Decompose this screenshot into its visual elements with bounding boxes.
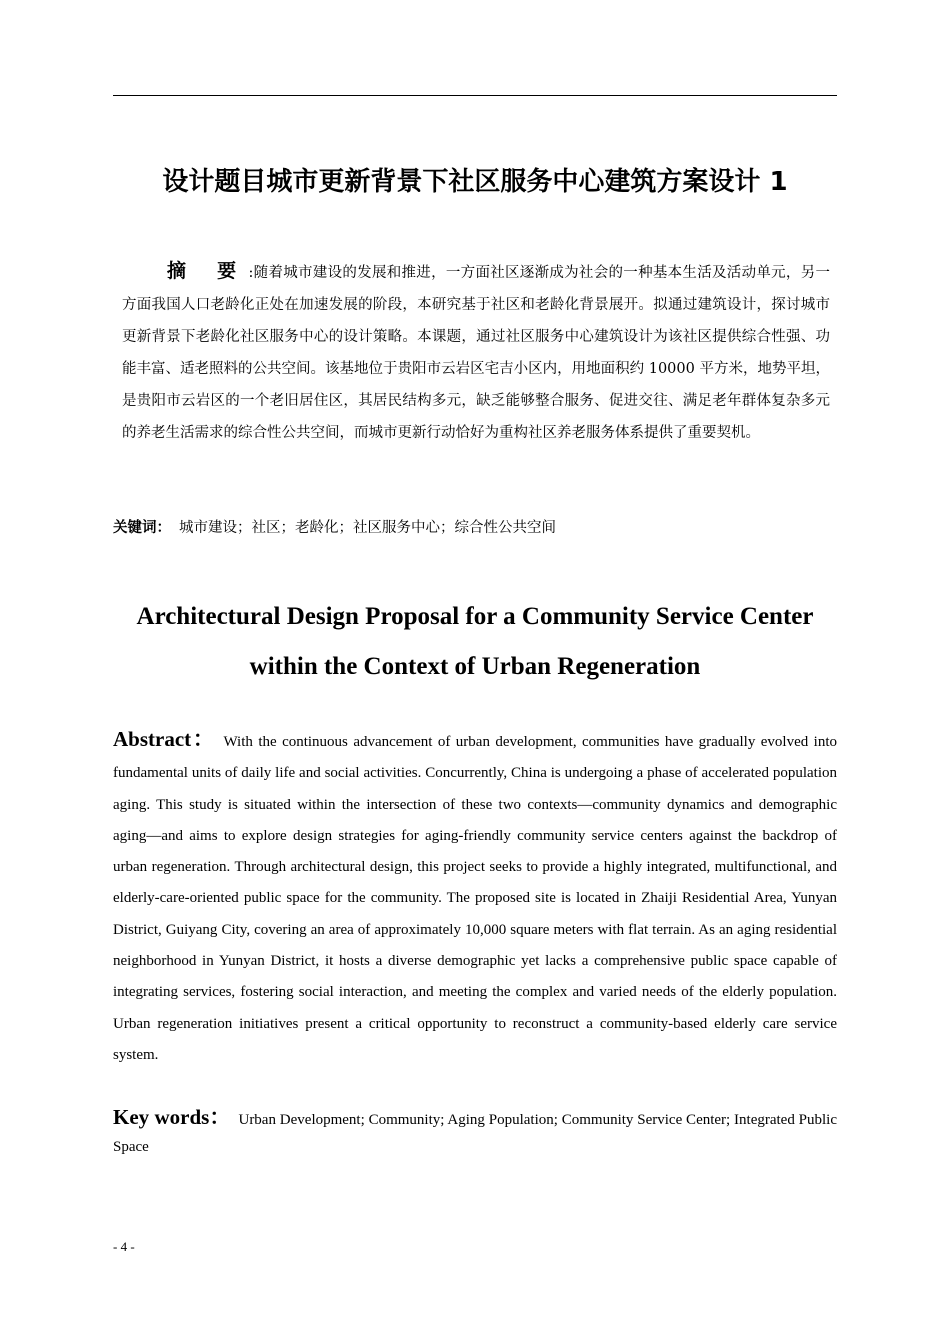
- english-keywords: [113, 1104, 837, 1161]
- english-title-line-2: within the Context of Urban Regeneration: [249, 653, 701, 680]
- chinese-keywords-label: 关键词：: [113, 520, 171, 536]
- chinese-abstract-text: 随着城市建设的发展和推进，一方面社区逐渐成为社会的一种基本生活及活动单元，另一方面我国人口老龄化正处在加速发展的阶段，本研究基于社区和老龄化背景展开。拟通过建筑设计，探讨城市更新背景下老龄化社区服务中心的设计策略。本课题，通过社区服务中心建筑设计为该社区提供综合性强、功能丰富、适老照料的公共空间。该基地位于贵阳市云岩区宅吉小区内，用地面积约 10000 平方米，地势平坦，是贵阳市云岩区的一个老旧居住区，其居民结构多元，缺乏能够整合服务、促进交往、满足老年群体复杂多元的养老生活需求的综合性公共空间，而城市更新行动恰好为重构社区养老服务体系提供了重要契机。: [122, 265, 830, 441]
- page-number: - 4 -: [113, 1239, 135, 1254]
- chinese-abstract-label: 摘 要: [167, 260, 249, 282]
- english-abstract: [113, 724, 837, 1071]
- chinese-abstract: [122, 255, 830, 449]
- english-keywords-text: Urban Development; Community; Aging Population; Community Service Center; Integrated Public Space: [113, 1112, 837, 1155]
- chinese-keywords-text: 城市建设；社区；老龄化；社区服务中心；综合性公共空间: [179, 520, 556, 536]
- english-title: [100, 592, 850, 692]
- english-keywords-label: Key words：: [113, 1105, 231, 1129]
- chinese-keywords: [113, 514, 837, 542]
- chinese-abstract-colon: :: [248, 265, 254, 281]
- english-abstract-text: With the continuous advancement of urban development, communities have gradually evolved into fundamental units of daily life and social activities. Concurrently, China is undergoing a phase of accelerated population aging. This study is situated within the intersection of these two contexts—community dynamics and demographic aging—and aims to explore design strategies for aging-friendly community service centers against the backdrop of urban regeneration. Through architectural design, this project seeks to provide a highly integrated, multifunctional, and elderly-care-oriented public space for the community. The proposed site is located in Zhaiji Residential Area, Yunyan District, Guiyang City, covering an area of approximately 10,000 square meters with flat terrain. As an aging residential neighborhood in Yunyan District, it hosts a diverse demographic yet lacks a comprehensive public space capable of integrating services, fostering social interaction, and meeting the complex and varied needs of the elderly population. Urban regeneration initiatives present a critical opportunity to reconstruct a community-based elderly care service system.: [113, 734, 837, 1063]
- chinese-title: 设计题目城市更新背景下社区服务中心建筑方案设计 1: [162, 167, 788, 197]
- english-title-line-1: Architectural Design Proposal for a Community Service Center: [136, 603, 814, 630]
- english-abstract-label: Abstract：: [113, 727, 216, 751]
- header-rule: [113, 95, 837, 96]
